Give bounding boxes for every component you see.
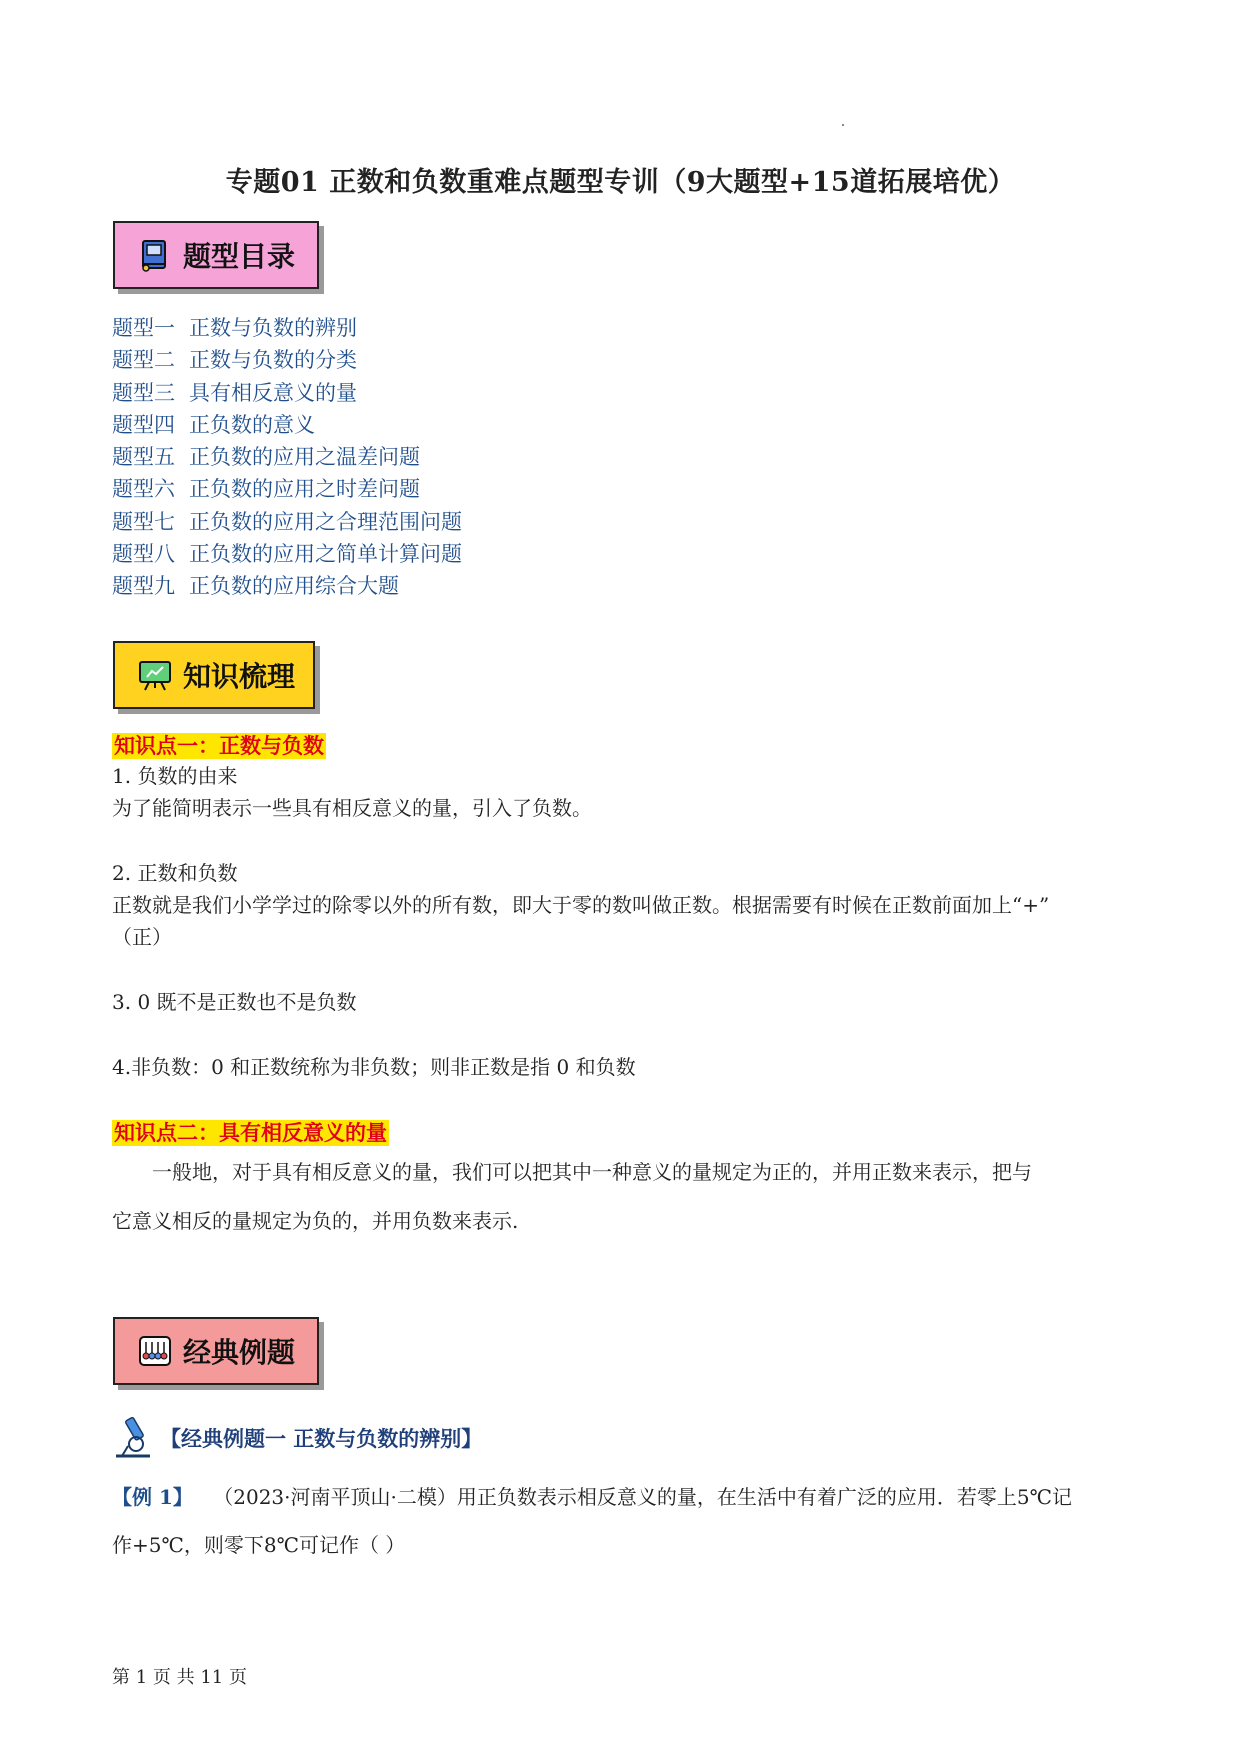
toc-item-1[interactable]: 题型一 正数与负数的辨别 [112, 316, 357, 340]
toc-item-4[interactable]: 题型四 正负数的意义 [112, 412, 315, 437]
toc-banner-label: 题型目录 [183, 240, 296, 273]
toc-item-8[interactable]: 题型八 正负数的应用之简单计算问题 [112, 542, 462, 567]
toc-banner [113, 221, 319, 289]
knowledge-point-2-title: 知识点二：具有相反意义的量 [114, 1121, 387, 1145]
examples-banner-label: 经典例题 [183, 1336, 296, 1369]
toc-item-9[interactable]: 题型九 正负数的应用综合大题 [112, 574, 399, 599]
stray-dot [842, 124, 844, 126]
toc-item-2[interactable]: 题型二 正数与负数的分类 [112, 348, 357, 373]
examples-banner [113, 1317, 319, 1385]
paragraph-5-line-2: 它意义相反的量规定为负的，并用负数来表示. [112, 1209, 519, 1233]
paragraph-2-heading: 2. 正数和负数 [112, 861, 238, 885]
example-1-line-1 [112, 1482, 1072, 1512]
knowledge-banner-label: 知识梳理 [183, 660, 296, 693]
page-footer: 第 1 页 共 11 页 [112, 1667, 247, 1688]
paragraph-2-body-cont: （正） [112, 925, 172, 949]
knowledge-point-1-title: 知识点一：正数与负数 [114, 734, 324, 758]
toc-item-7[interactable]: 题型七 正负数的应用之合理范围问题 [112, 509, 462, 534]
knowledge-banner [113, 641, 315, 709]
toc-item-3[interactable]: 题型三 具有相反意义的量 [112, 380, 357, 405]
paragraph-3: 3. 0 既不是正数也不是负数 [112, 990, 357, 1014]
document-title: 专题01 正数和负数重难点题型专训（9大题型+15道拓展培优） [225, 167, 1016, 198]
paragraph-1-heading: 1. 负数的由来 [112, 764, 238, 788]
toc-item-5[interactable]: 题型五 正负数的应用之温差问题 [112, 445, 420, 470]
paragraph-1-body: 为了能简明表示一些具有相反意义的量，引入了负数。 [112, 796, 592, 820]
toc-item-6[interactable]: 题型六 正负数的应用之时差问题 [112, 477, 420, 502]
paragraph-2-body: 正数就是我们小学学过的除零以外的所有数，即大于零的数叫做正数。根据需要有时候在正数前面加上“+” [112, 893, 1050, 917]
newtons-cradle-icon [137, 1334, 171, 1368]
paragraph-5-line-1: 一般地，对于具有相反意义的量，我们可以把其中一种意义的量规定为正的，并用正数来表示，把与 [152, 1160, 1032, 1184]
example-1-text: （2023·河南平顶山·二模）用正负数表示相反意义的量，在生活中有着广泛的应用．若零上5℃记 [213, 1485, 1072, 1509]
paragraph-4: 4.非负数：0 和正数统称为非负数；则非正数是指 0 和负数 [112, 1055, 636, 1079]
book-icon [137, 238, 171, 272]
example-section-heading: 【经典例题一 正数与负数的辨别】 [160, 1427, 483, 1451]
microscope-icon [110, 1414, 156, 1460]
toc-list [112, 312, 462, 603]
example-1-label: 【例 1】 [112, 1485, 193, 1509]
presentation-board-icon [137, 658, 171, 692]
example-1-line-2: 作+5℃，则零下8℃可记作（ ） [112, 1533, 406, 1557]
